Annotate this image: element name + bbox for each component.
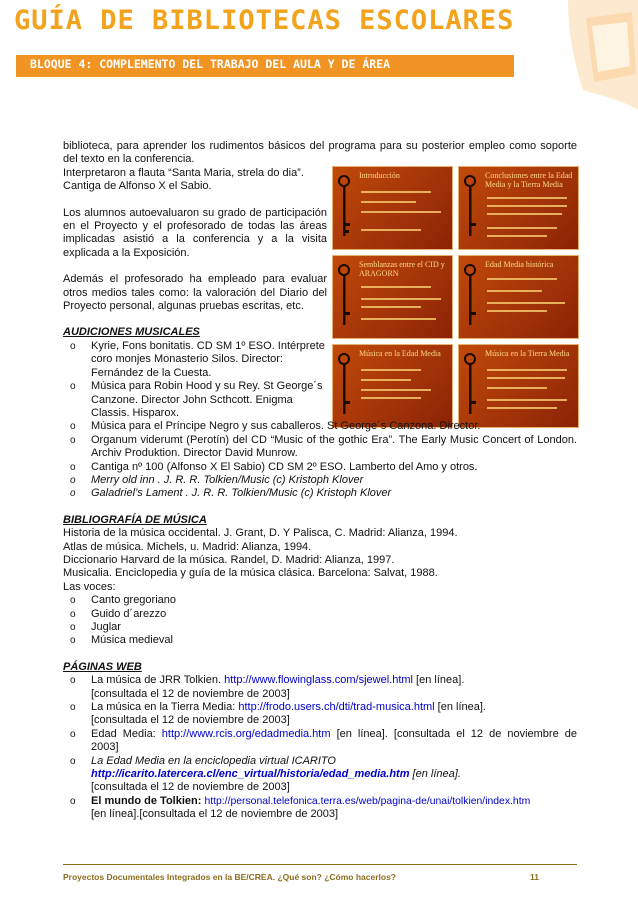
list-item: o Cantiga nº 100 (Alfonso X El Sabio) CD SM 2º ESO. Lamberto del Amo y otros. (63, 461, 577, 474)
bibliography-entry: Musicalia. Enciclopedia y guía de la música clásica. Barcelona: Salvat, 1988. (63, 567, 438, 580)
web-consulted: [consultada el 12 de noviembre de 2003] (91, 714, 290, 727)
list-item (63, 795, 577, 808)
audiciones-list (63, 340, 577, 501)
web-list (63, 674, 577, 821)
intro-paragraph: Además el profesorado ha empleado para evaluar otros medios tales como: la valoración del Diario del Proyecto personal, algunas pruebas escritas, etc. (63, 273, 327, 313)
web-note: [en línea]. [consultada el 12 de noviembre de 2003] (91, 727, 577, 754)
footer-divider (63, 864, 577, 865)
voces-list (63, 594, 577, 648)
slide-title: Introducción (359, 171, 400, 180)
web-link[interactable]: http://icarito.latercera.cl/enc_virtual/historia/edad_media.htm (91, 768, 410, 781)
footer-text: Proyectos Documentales Integrados en la BE/CREA. ¿Qué son? ¿Cómo hacerlos? (63, 872, 396, 882)
list-item: o Kyrie, Fons bonitatis. CD SM 1º ESO. Intérprete coro monjes Monasterio Silos. Director: Fernández de la Cuesta. (63, 340, 327, 380)
web-consulted: [en línea].[consultada el 12 de noviembre de 2003] (91, 808, 339, 821)
list-item (63, 755, 577, 782)
intro-paragraph: biblioteca, para aprender los rudimentos básicos del programa para su posterior empleo como soporte del texto en la conferencia. (63, 140, 577, 166)
bibliography-entry: Historia de la música occidental. J. Grant, D. Y Palisca, C. Madrid: Alianza, 1994. (63, 527, 458, 540)
block-subtitle: BLOQUE 4: COMPLEMENTO DEL TRABAJO DEL AULA Y DE ÁREA (30, 57, 391, 71)
bibliography-entry: Las voces: (63, 580, 116, 593)
list-item (63, 674, 577, 687)
web-title: El mundo de Tolkien: (91, 794, 205, 807)
intro-paragraph: Interpretaron a flauta “Santa Maria, strela do dia”. (63, 166, 304, 179)
slide-title: Conclusiones entre la Edad Media y la Tierra Media (485, 171, 573, 189)
guide-title: GUÍA DE BIBLIOTECAS ESCOLARES (14, 5, 515, 36)
section-heading: AUDICIONES MUSICALES (63, 326, 200, 339)
web-consulted: [consultada el 12 de noviembre de 2003] (91, 781, 290, 794)
slide-title: Edad Media histórica (485, 260, 554, 269)
list-item: o Galadriel’s Lament . J. R. R. Tolkien/Music (c) Kristoph Klover (63, 487, 577, 500)
intro-paragraph: Cantiga de Alfonso X el Sabio. (63, 180, 212, 193)
web-link[interactable]: http://www.rcis.org/edadmedia.htm (161, 727, 331, 740)
list-item: o Canto gregoriano (63, 594, 577, 607)
web-note: [en línea]. (434, 701, 486, 714)
web-title: La música en la Tierra Media: (91, 701, 239, 714)
list-item: o Música para el Príncipe Negro y sus caballeros. St George´s Canzona. Director. (63, 420, 577, 433)
monitor-decoration-icon (528, 0, 638, 130)
list-item: o Música medieval (63, 634, 577, 647)
list-item: o Música para Robin Hood y su Rey. St George´s Canzone. Director John Scthcott. Enigma Classis. Hisparox. (63, 380, 327, 420)
web-note: [en línea]. (413, 674, 465, 687)
list-item (63, 728, 577, 755)
page-footer (63, 871, 577, 884)
intro-paragraph: Los alumnos autoevaluaron su grado de participación en el Proyecto y el profesorado de todas las áreas implicadas asistió a la conferencia y a la visita explicada a la Exposición. (63, 206, 327, 259)
list-item: o Guido d´arezzo (63, 608, 577, 621)
list-item: o Merry old inn . J. R. R. Tolkien/Music (c) Kristoph Klover (63, 474, 577, 487)
slide-title: Música en la Tierra Media (485, 349, 570, 358)
list-item (63, 701, 577, 714)
web-note: [en línea]. (409, 768, 461, 781)
page-number: 11 (530, 872, 539, 882)
slide-title: Semblanzas entre el CID y ARAGORN (359, 260, 445, 278)
web-link[interactable]: http://personal.telefonica.terra.es/web/pagina-de/unai/tolkien/index.htm (204, 795, 531, 807)
list-item: o Juglar (63, 621, 577, 634)
web-consulted: [consultada el 12 de noviembre de 2003] (91, 687, 290, 700)
list-item: o Organum viderumt (Perotín) del CD “Music of the gothic Era”. The Early Music Concert of London. Archiv Produktion. Director David Munrow. (63, 434, 577, 461)
section-heading: PÁGINAS WEB (63, 660, 142, 673)
bibliography-entry: Atlas de música. Michels, u. Madrid: Alianza, 1994. (63, 540, 312, 553)
bibliography-entry: Diccionario Harvard de la música. Randel, D. Madrid: Alianza, 1997. (63, 553, 395, 566)
web-title: Edad Media: (91, 727, 162, 740)
page-content (63, 140, 577, 822)
web-link[interactable]: http://www.flowinglass.com/sjewel.html (224, 674, 413, 687)
section-heading: BIBLIOGRAFÍA DE MÚSICA (63, 513, 207, 526)
web-link[interactable]: http://frodo.users.ch/dti/trad-musica.html (238, 701, 435, 714)
web-title: La Edad Media en la enciclopedia virtual ICARITO (91, 754, 336, 767)
slide-title: Música en la Edad Media (359, 349, 441, 358)
web-title: La música de JRR Tolkien. (91, 674, 225, 687)
